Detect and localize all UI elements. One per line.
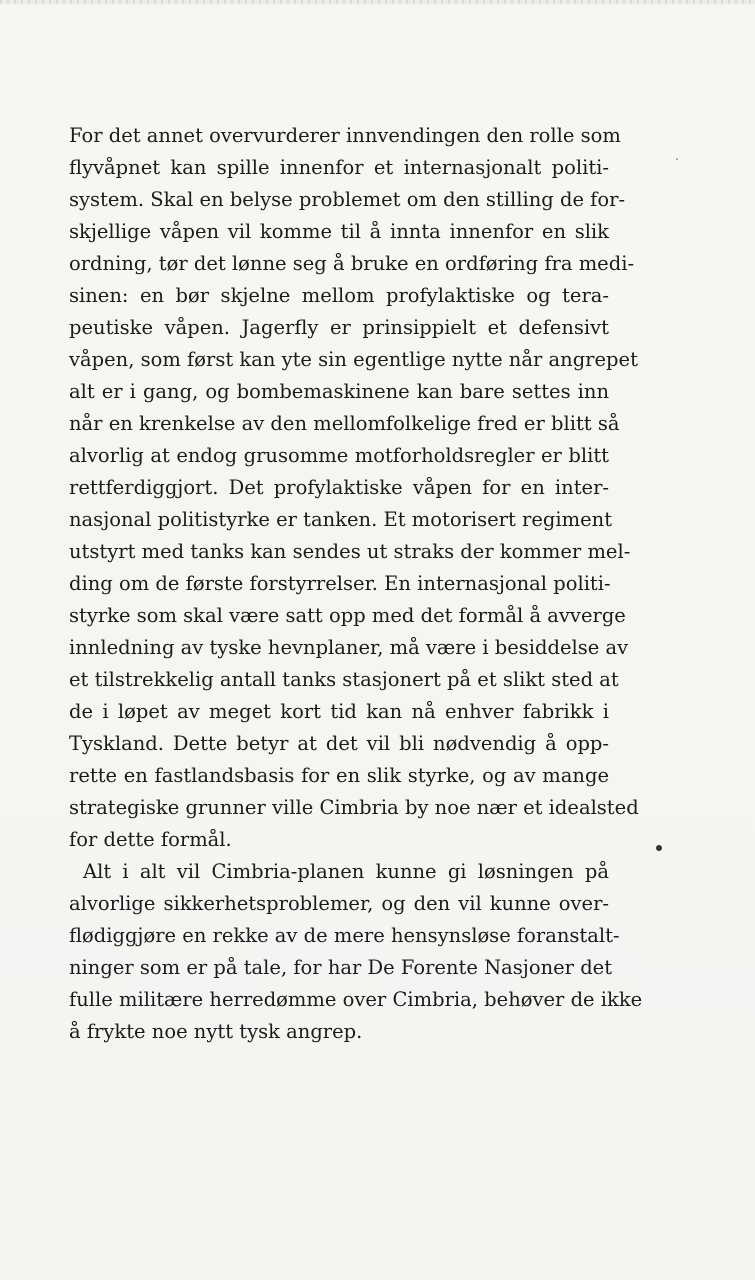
text-line: flyvåpnet kan spille innenfor et internasjonalt politi- bbox=[69, 156, 609, 179]
ink-speck bbox=[656, 845, 662, 851]
text-line: skjellige våpen vil komme til å innta innenfor en slik bbox=[69, 220, 609, 243]
text-line: Alt i alt vil Cimbria-planen kunne gi løsningen på bbox=[83, 860, 609, 883]
text-line: et tilstrekkelig antall tanks stasjonert på et slikt sted at bbox=[69, 668, 619, 691]
text-line: alvorlig at endog grusomme motforholdsregler er blitt bbox=[69, 444, 609, 467]
text-line: når en krenkelse av den mellomfolkelige fred er blitt så bbox=[69, 412, 620, 435]
text-line: strategiske grunner ville Cimbria by noe nær et idealsted bbox=[69, 796, 639, 819]
text-line: ninger som er på tale, for har De Forente Nasjoner det bbox=[69, 956, 613, 979]
text-line: utstyrt med tanks kan sendes ut straks der kommer mel- bbox=[69, 540, 631, 563]
text-line: alt er i gang, og bombemaskinene kan bare settes inn bbox=[69, 380, 609, 403]
text-line: de i løpet av meget kort tid kan nå enhver fabrikk i bbox=[69, 700, 609, 723]
text-line: peutiske våpen. Jagerfly er prinsippielt et defensivt bbox=[69, 316, 609, 339]
paragraph-1 bbox=[69, 120, 639, 856]
text-line: rettferdiggjort. Det profylaktiske våpen for en inter- bbox=[69, 476, 609, 499]
text-line: ordning, tør det lønne seg å bruke en ordføring fra medi- bbox=[69, 252, 635, 275]
text-line: Tyskland. Dette betyr at det vil bli nødvendig å opp- bbox=[69, 732, 609, 755]
body-text bbox=[69, 120, 643, 1048]
text-line: fulle militære herredømme over Cimbria, behøver de ikke bbox=[69, 988, 643, 1011]
text-line: styrke som skal være satt opp med det formål å avverge bbox=[69, 604, 626, 627]
text-line: nasjonal politistyrke er tanken. Et motorisert regiment bbox=[69, 508, 613, 531]
text-line: våpen, som først kan yte sin egentlige nytte når angrepet bbox=[69, 348, 638, 371]
page-top-edge bbox=[0, 0, 755, 4]
text-line: alvorlige sikkerhetsproblemer, og den vil kunne over- bbox=[69, 892, 609, 915]
text-line: innledning av tyske hevnplaner, må være i besiddelse av bbox=[69, 636, 629, 659]
text-line: system. Skal en belyse problemet om den stilling de for- bbox=[69, 188, 626, 211]
text-line: rette en fastlandsbasis for en slik styrke, og av mange bbox=[69, 764, 609, 787]
paragraph-2 bbox=[69, 856, 643, 1048]
ink-speck bbox=[676, 158, 678, 160]
text-line: For det annet overvurderer innvendingen den rolle som bbox=[69, 124, 621, 147]
text-line: ding om de første forstyrrelser. En internasjonal politi- bbox=[69, 572, 611, 595]
text-line: for dette formål. bbox=[69, 828, 232, 851]
text-line: å frykte noe nytt tysk angrep. bbox=[69, 1020, 363, 1043]
text-line: flødiggjøre en rekke av de mere hensynsløse foranstalt- bbox=[69, 924, 620, 947]
text-line: sinen: en bør skjelne mellom profylaktiske og tera- bbox=[69, 284, 609, 307]
